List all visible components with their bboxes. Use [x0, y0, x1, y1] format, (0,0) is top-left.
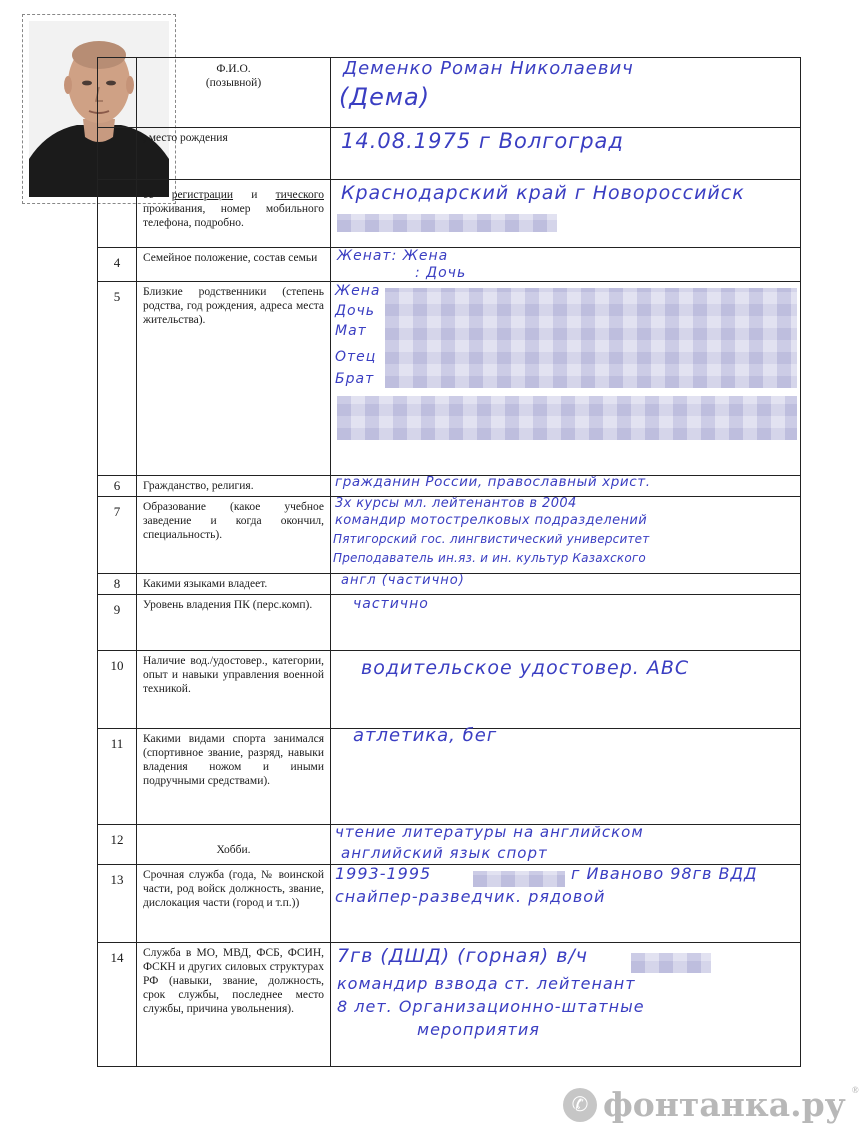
table-row	[98, 282, 801, 476]
label-line: Ф.И.О.	[216, 63, 251, 75]
answer-line: Мат	[335, 323, 367, 339]
answer-line: мероприятия	[417, 1020, 540, 1039]
answer-line: чтение литературы на английском	[335, 823, 644, 841]
redacted-area	[473, 871, 565, 887]
table-row	[98, 943, 801, 1067]
row-number: 11	[98, 729, 137, 825]
table-row	[98, 865, 801, 943]
answer-line: Дочь	[335, 303, 376, 319]
answer-line: Краснодарский край г Новороссийск	[341, 182, 745, 204]
answer-line: англ (частично)	[341, 573, 465, 588]
answer-line: водительское удостовер. АВС	[361, 657, 690, 679]
fontanka-logo-icon: ✆	[563, 1088, 597, 1122]
row-label: Хобби.	[137, 825, 331, 865]
label-part: регистрации	[171, 189, 234, 201]
answer-line: (Дема)	[339, 83, 431, 111]
answer-line: Брат	[335, 371, 375, 387]
row-number: 9	[98, 595, 137, 651]
redacted-area	[337, 214, 557, 232]
row-answer	[331, 574, 801, 595]
table-row	[98, 729, 801, 825]
row-answer	[331, 825, 801, 865]
table-row	[98, 248, 801, 282]
table-row	[98, 497, 801, 574]
row-number	[98, 128, 137, 180]
row-label: Гражданство, религия.	[137, 476, 331, 497]
row-label: Какими видами спорта занимался (спортивное звание, разряд, навыки владения ножом и иными подручными средствами).	[137, 729, 331, 825]
row-label: Семейное положение, состав семьи	[137, 248, 331, 282]
row-answer	[331, 497, 801, 574]
row-answer	[331, 476, 801, 497]
answer-line: 3х курсы мл. лейтенантов в 2004	[335, 496, 577, 511]
row-answer	[331, 282, 801, 476]
row-answer	[331, 128, 801, 180]
answer-line: командир взвода ст. лейтенант	[337, 974, 636, 993]
row-number: 10	[98, 651, 137, 729]
label-part: тического	[275, 189, 324, 201]
row-answer	[331, 58, 801, 128]
redacted-area	[337, 396, 797, 440]
answer-line: гражданин России, православный христ.	[335, 474, 651, 490]
label-part: проживания, номер мобильного телефона, подробно.	[143, 203, 324, 229]
table-row	[98, 128, 801, 180]
answer-line: Пятигорский гос. лингвистический университет	[333, 532, 650, 546]
label-line: (позывной)	[205, 77, 262, 89]
row-number: 7	[98, 497, 137, 574]
answer-line: Жена	[335, 283, 381, 299]
row-number	[98, 180, 137, 248]
row-number: 13	[98, 865, 137, 943]
row-label	[137, 58, 331, 128]
answer-line: Отец	[335, 349, 377, 365]
redacted-area	[385, 288, 797, 388]
row-label	[137, 180, 331, 248]
row-answer	[331, 725, 801, 825]
row-number: 8	[98, 574, 137, 595]
row-number: 12	[98, 825, 137, 865]
row-answer	[331, 180, 801, 248]
row-number: 6	[98, 476, 137, 497]
row-answer	[331, 248, 801, 282]
table-row	[98, 595, 801, 651]
answer-line: командир мотострелковых подразделений	[335, 513, 648, 528]
row-label: Какими языками владеет.	[137, 574, 331, 595]
row-label: Уровень владения ПК (перс.комп).	[137, 595, 331, 651]
row-answer	[331, 865, 801, 943]
registered-mark: ®	[851, 1085, 859, 1095]
answer-line: Преподаватель ин.яз. и ин. культур Казахского	[333, 551, 646, 565]
redacted-area	[631, 953, 711, 973]
row-answer	[331, 595, 801, 651]
table-row	[98, 574, 801, 595]
table-row	[98, 58, 801, 128]
answer-line: 7гв (ДШД) (горная) в/ч	[337, 945, 589, 967]
label-part: ес	[143, 189, 172, 201]
answer-line: английский язык спорт	[341, 844, 548, 862]
row-label: Близкие родственники (степень родства, год рождения, адреса места жительства).	[137, 282, 331, 476]
row-number: 4	[98, 248, 137, 282]
row-answer	[331, 943, 801, 1067]
answer-line: г Иваново 98гв ВДД	[571, 864, 758, 883]
table-row	[98, 476, 801, 497]
row-label: Наличие вод./удостовер., категории, опыт и навыки управления военной техникой.	[137, 651, 331, 729]
row-label: , место рождения	[137, 128, 331, 180]
answer-line: : Дочь	[415, 265, 467, 281]
watermark-text: фонтанка.ру	[603, 1085, 846, 1124]
table-row	[98, 825, 801, 865]
answer-line: снайпер-разведчик. рядовой	[335, 887, 606, 906]
table-row	[98, 180, 801, 248]
questionnaire-table	[97, 57, 801, 1067]
row-number: 5	[98, 282, 137, 476]
answer-line: 14.08.1975 г Волгоград	[341, 129, 624, 153]
answer-line: 1993-1995	[335, 864, 432, 883]
row-label: Служба в МО, МВД, ФСБ, ФСИН, ФСКН и других силовых структурах РФ (навыки, звание, должность, срок службы, последнее место службы, причина увольнения).	[137, 943, 331, 1067]
answer-line: 8 лет. Организационно-штатные	[337, 997, 645, 1016]
row-number	[98, 58, 137, 128]
row-label: Образование (какое учебное заведение и когда окончил, специальность).	[137, 497, 331, 574]
label-part: и	[233, 189, 276, 201]
answer-line: частично	[353, 596, 429, 612]
answer-line: атлетика, бег	[353, 725, 498, 746]
row-answer	[331, 651, 801, 729]
answer-line: Деменко Роман Николаевич	[343, 58, 634, 79]
row-label: Срочная служба (года, № воинской части, род войск должность, звание, дислокация части (город и т.п.))	[137, 865, 331, 943]
answer-line: Женат: Жена	[337, 248, 449, 264]
fontanka-watermark	[563, 1085, 859, 1124]
row-number: 14	[98, 943, 137, 1067]
table-row	[98, 651, 801, 729]
